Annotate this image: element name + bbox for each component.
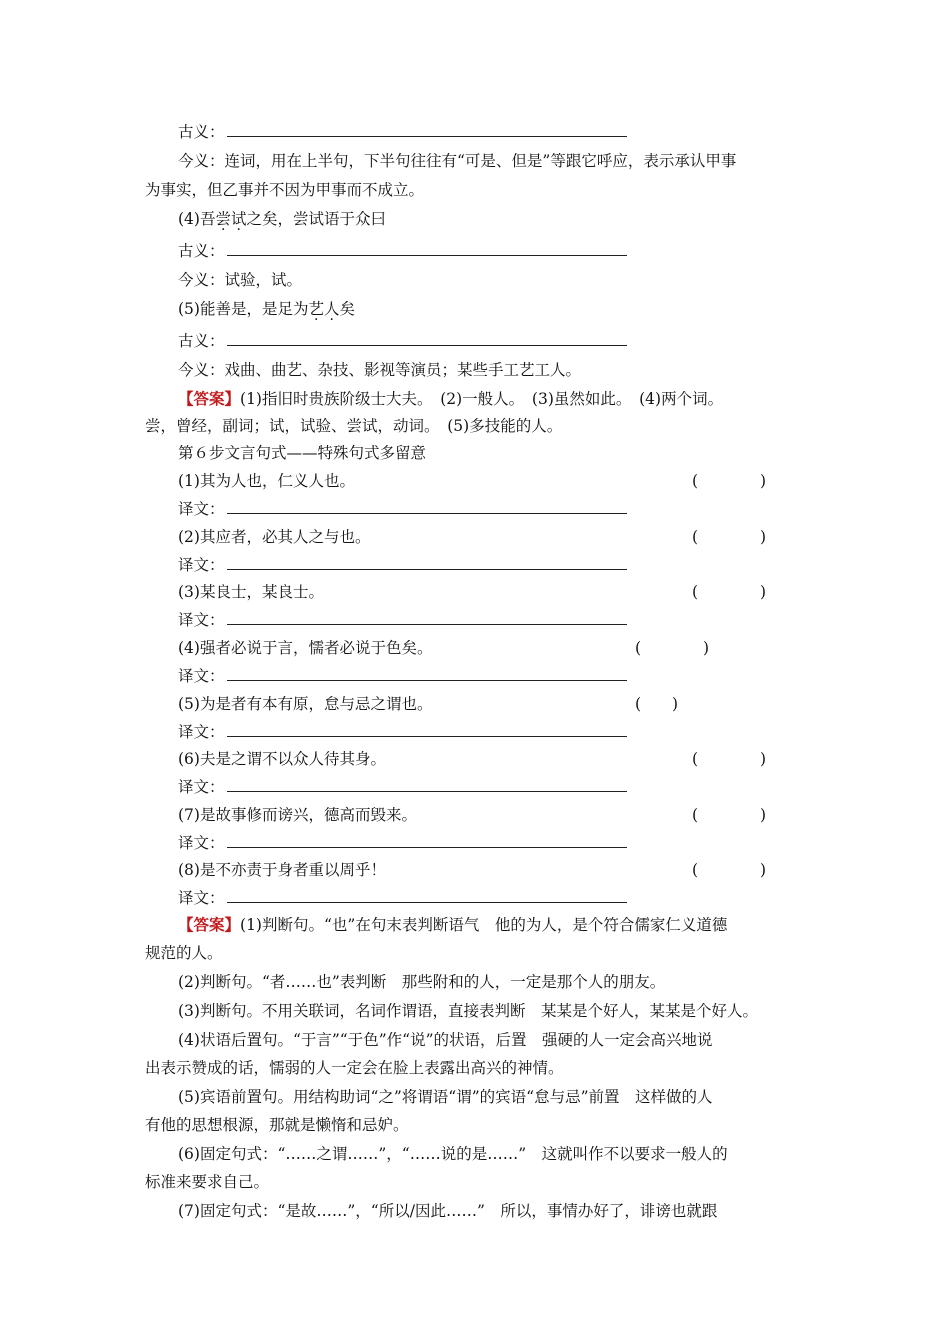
answer-blank[interactable] xyxy=(227,724,627,737)
answer-blank[interactable] xyxy=(227,779,627,792)
answer-1-line-1: 【答案】(1)指旧时贵族阶级士大夫。 (2)一般人。 (3)虽然如此。 (4)两个词。 xyxy=(178,389,724,408)
gu-yi-label: 古义： xyxy=(178,123,225,141)
answer-1-line-2: 尝，曾经，副词；试，试验、尝试，动词。 (5)多技能的人。 xyxy=(145,417,563,435)
answer-blank[interactable] xyxy=(227,243,627,256)
answer-paren[interactable]: ( ) xyxy=(692,528,767,546)
step6-item-6: (6)夫是之谓不以众人待其身。 xyxy=(178,750,386,768)
answer-2-item-5-line-1: (5)宾语前置句。用结构助词“之”将谓语“谓”的宾语“怠与忌”前置 这样做的人 xyxy=(178,1088,713,1106)
yi-wen-label: 译文： xyxy=(178,611,225,629)
yi-wen-label: 译文： xyxy=(178,723,225,741)
gu-yi-line-3 xyxy=(178,122,627,142)
answer-blank[interactable] xyxy=(227,333,627,346)
yi-wen-line-2 xyxy=(178,555,627,575)
step6-item-8: (8)是不亦责于身者重以周乎！ xyxy=(178,861,386,879)
answer-2-line-2: 规范的人。 xyxy=(145,944,223,962)
gu-yi-line-5 xyxy=(178,331,627,351)
step6-item-3: (3)某良士，某良士。 xyxy=(178,583,324,601)
answer-paren[interactable]: ( ) xyxy=(692,472,767,490)
answer-paren[interactable]: ( ) xyxy=(635,639,710,657)
jin-yi-line-3: 今义：连词，用在上半句，下半句往往有“可是、但是”等跟它呼应，表示承认甲事 xyxy=(178,152,737,170)
answer-blank[interactable] xyxy=(227,612,627,625)
yi-wen-label: 译文： xyxy=(178,667,225,685)
yi-wen-line-6 xyxy=(178,777,627,797)
gu-yi-line-4 xyxy=(178,241,627,261)
answer-blank[interactable] xyxy=(227,668,627,681)
dotted-char: 试 xyxy=(230,210,247,228)
jin-yi-line-4: 今义：试验，试。 xyxy=(178,271,303,289)
answer-paren[interactable]: ( ) xyxy=(692,861,767,879)
answer-blank[interactable] xyxy=(227,890,627,903)
yi-wen-label: 译文： xyxy=(178,889,225,907)
yi-wen-line-5 xyxy=(178,722,627,742)
answer-paren[interactable]: ( ) xyxy=(635,695,679,713)
step6-item-5: (5)为是者有本有原，怠与忌之谓也。 xyxy=(178,695,433,713)
step6-item-7: (7)是故事修而谤兴，德高而毁来。 xyxy=(178,806,417,824)
yi-wen-line-3 xyxy=(178,610,627,630)
answer-2-item-6-line-1: (6)固定句式：“……之谓……”，“……说的是……” 这就叫作不以要求一般人的 xyxy=(178,1145,728,1163)
answer-blank[interactable] xyxy=(227,557,627,570)
dotted-char: 艺 xyxy=(308,300,324,318)
step6-item-4: (4)强者必说于言，懦者必说于色矣。 xyxy=(178,639,433,657)
yi-wen-line-7 xyxy=(178,833,627,853)
answer-blank[interactable] xyxy=(227,501,627,514)
answer-2-item-7-line-1: (7)固定句式：“是故……”，“所以/因此……” 所以，事情办好了，诽谤也就跟 xyxy=(178,1202,718,1220)
answer-blank[interactable] xyxy=(227,835,627,848)
step6-item-2: (2)其应者，必其人之与也。 xyxy=(178,528,371,546)
yi-wen-line-1 xyxy=(178,499,627,519)
answer-2-item-3: (3)判断句。不用关联词，名词作谓语，直接表判断 某某是个好人，某某是个好人。 xyxy=(178,1002,758,1020)
yi-wen-line-4 xyxy=(178,666,627,686)
answer-2-item-4-line-2: 出表示赞成的话，懦弱的人一定会在脸上表露出高兴的神情。 xyxy=(145,1059,564,1077)
gu-yi-label: 古义： xyxy=(178,332,225,350)
answer-label: 【答案】 xyxy=(178,389,241,408)
answer-2-item-5-line-2: 有他的思想根源，那就是懒惰和忌妒。 xyxy=(145,1116,409,1134)
answer-paren[interactable]: ( ) xyxy=(692,806,767,824)
jin-yi-line-3-cont: 为事实，但乙事并不因为甲事而不成立。 xyxy=(145,181,425,199)
dotted-char: 人 xyxy=(323,300,340,318)
yi-wen-label: 译文： xyxy=(178,500,225,518)
dotted-char: 尝 xyxy=(215,210,231,228)
answer-paren[interactable]: ( ) xyxy=(692,750,767,768)
yi-wen-label: 译文： xyxy=(178,834,225,852)
question-5: (5)能善是，是足为艺人矣 xyxy=(178,300,356,318)
gu-yi-label: 古义： xyxy=(178,242,225,260)
step6-item-1: (1)其为人也，仁义人也。 xyxy=(178,472,355,490)
answer-2-item-2: (2)判断句。“者……也”表判断 那些附和的人，一定是那个人的朋友。 xyxy=(178,973,666,991)
answer-label: 【答案】 xyxy=(178,915,241,934)
yi-wen-line-8 xyxy=(178,888,627,908)
answer-2-line-1: 【答案】(1)判断句。“也”在句末表判断语气 他的为人，是个符合儒家仁义道德 xyxy=(178,915,728,934)
jin-yi-line-5: 今义：戏曲、曲艺、杂技、影视等演员；某些手工艺工人。 xyxy=(178,361,582,379)
answer-paren[interactable]: ( ) xyxy=(692,583,767,601)
answer-blank[interactable] xyxy=(227,124,627,137)
answer-2-item-6-line-2: 标准来要求自己。 xyxy=(145,1173,270,1191)
step6-title: 第６步文言句式——特殊句式多留意 xyxy=(178,444,427,462)
answer-2-item-4-line-1: (4)状语后置句。“于言”“于色”作“说”的状语，后置 强硬的人一定会高兴地说 xyxy=(178,1031,713,1049)
yi-wen-label: 译文： xyxy=(178,556,225,574)
yi-wen-label: 译文： xyxy=(178,778,225,796)
question-4: (4)吾尝试之矣，尝试语于众曰 xyxy=(178,210,387,228)
